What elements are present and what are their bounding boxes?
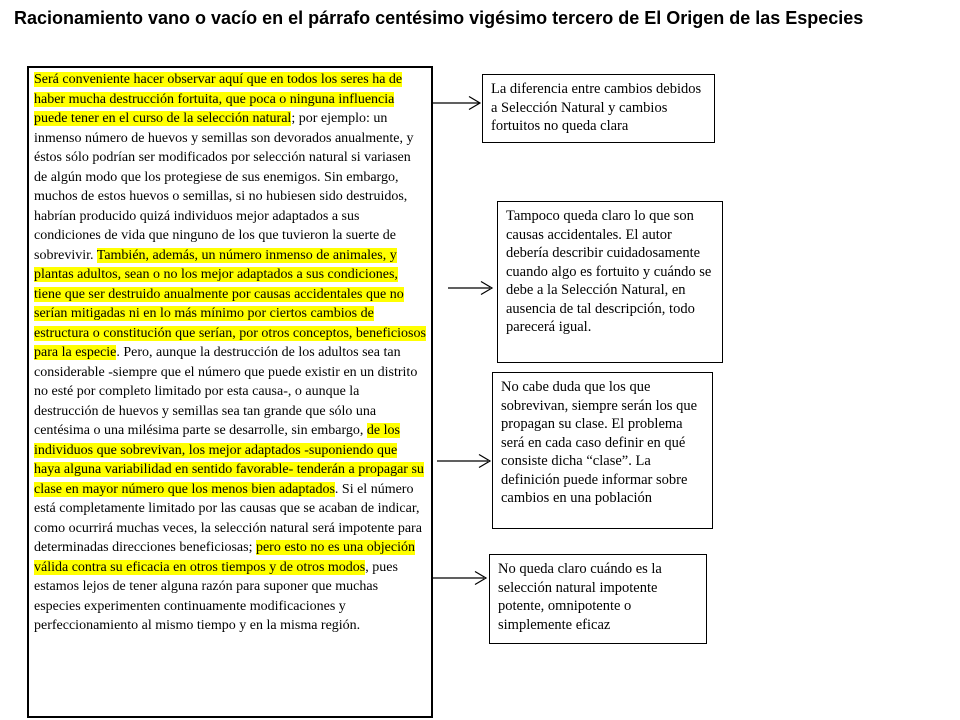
highlighted-passage-segment: También, además, un número inmenso de animales, y plantas adultos, sean o no los mejor adaptados a sus condiciones, tiene que ser destruido anualmente por causas accidentales que no serían mitigadas ni en lo más mínimo por ciertos cambios de estructura o constitución que serían, por otros conceptos, beneficiosos para la especie: [34, 247, 426, 360]
highlighted-passage-segment: pero esto no es una objeción válida contra su eficacia en otros tiempos y de otros modos: [34, 540, 415, 575]
comment-box-4: [489, 554, 707, 644]
arrow-to-comment-3: [437, 455, 490, 468]
comment-text-3: No cabe duda que los que sobrevivan, siempre serán los que propagan su clase. El problema será en cada caso definir en qué consiste dicha “clase”. La definición puede informar sobre cambios en una población: [501, 379, 698, 506]
passage-segment: . Si el número está completamente limitado por las causas que se acaban de indicar, como ocurrirá muchas veces, la selección natural será impotente para determinadas direcciones beneficiosas;: [34, 481, 422, 555]
comment-box-3: [492, 372, 713, 529]
comment-text-1: La diferencia entre cambios debidos a Selección Natural y cambios fortuitos no queda clara: [491, 81, 702, 134]
source-passage-box: [27, 66, 433, 718]
passage-segment: , pues estamos lejos de tener alguna razón para suponer que muchas especies experimenten continuamente modificaciones y perfeccionamiento al mismo tiempo y en la misma región.: [34, 559, 398, 633]
highlighted-passage-segment: Será conveniente hacer observar aquí que en todos los seres ha de haber mucha destrucción fortuita, que poca o ninguna influencia puede tener en el curso de la selección natural: [34, 72, 403, 126]
comment-text-4: No queda claro cuándo es la selección natural impotente potente, omnipotente o simplemente eficaz: [498, 561, 662, 633]
page-title: Racionamiento vano o vacío en el párrafo centésimo vigésimo tercero de El Origen de las Especies: [14, 8, 864, 28]
comment-box-1: [482, 74, 715, 143]
passage-segment: . Pero, aunque la destrucción de los adultos sea tan considerable -siempre que el número que puede existir en un distrito no esté por completo limitado por esta causa-, o aunque la destrucción de huevos y semillas sea tan grande que sólo una centésima o una milésima parte se desarrolle, sin embargo,: [34, 345, 418, 438]
comment-text-2: Tampoco queda claro lo que son causas accidentales. El autor debería describir cuidadosamente cuando algo es fortuito y cuándo se debe a la Selección Natural, en ausencia de tal descripción, todo parecerá igual.: [506, 208, 712, 335]
arrow-to-comment-1: [433, 97, 480, 110]
comment-box-2: [497, 201, 723, 363]
arrow-to-comment-4: [433, 572, 486, 585]
passage-text: [29, 68, 431, 636]
passage-segment: ; por ejemplo: un inmenso número de huevos y semillas son devorados anualmente, y éstos sólo podrían ser modificados por selección natural si variasen de algún modo que los protegiese de sus enemigos. Sin embargo, muchos de estos huevos o semillas, si no hubiesen sido destruidos, habrían producido quizá individuos mejor adaptados a sus condiciones de vida que ninguno de los que tuvieron la suerte de sobrevivir.: [34, 111, 414, 263]
highlighted-passage-segment: de los individuos que sobrevivan, los mejor adaptados -suponiendo que haya alguna variabilidad en sentido favorable- tenderán a propagar su clase en mayor número que los menos bien adaptados: [34, 423, 424, 497]
arrow-to-comment-2: [448, 282, 492, 295]
